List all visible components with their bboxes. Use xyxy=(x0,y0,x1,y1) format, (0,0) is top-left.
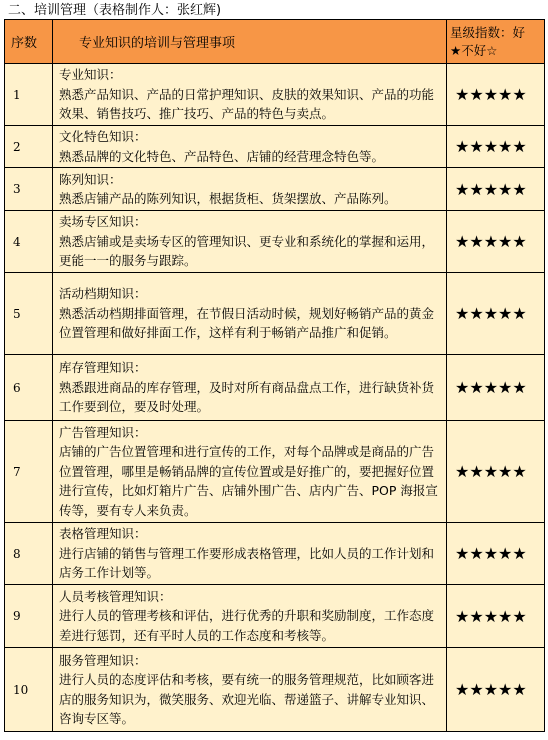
star-rating: ★★★★★ xyxy=(447,523,545,585)
row-content xyxy=(53,585,447,648)
star-rating: ★★★★★ xyxy=(447,421,545,523)
star-rating: ★★★★★ xyxy=(447,273,545,355)
row-number: 2 xyxy=(5,126,53,168)
header-rating-line2: ★不好☆ xyxy=(450,42,498,58)
table-row xyxy=(5,648,545,732)
table-row xyxy=(5,523,545,585)
row-content xyxy=(53,648,447,732)
table-row xyxy=(5,585,545,648)
table-row xyxy=(5,421,545,523)
row-number: 10 xyxy=(5,648,53,732)
section-title: 二、培训管理（表格制作人：张红辉) xyxy=(8,3,222,18)
table-row xyxy=(5,64,545,126)
row-heading: 人员考核管理知识： xyxy=(59,588,172,604)
row-content xyxy=(53,126,447,168)
table-header-row xyxy=(5,20,545,64)
star-rating: ★★★★★ xyxy=(447,126,545,168)
row-body: 熟悉产品知识、产品的日常护理知识、皮肤的效果知识、产品的功能效果、销售技巧、推广技巧、产品的特色与卖点。 xyxy=(59,86,435,122)
header-rating-line1: 星级指数：好 xyxy=(450,24,526,40)
row-content xyxy=(53,523,447,585)
row-heading: 服务管理知识： xyxy=(59,652,147,668)
table-row xyxy=(5,211,545,273)
row-heading: 文化特色知识： xyxy=(59,129,147,144)
row-number: 5 xyxy=(5,273,53,355)
row-content xyxy=(53,211,447,273)
row-content xyxy=(53,421,447,523)
row-heading: 库存管理知识： xyxy=(59,360,147,376)
star-rating: ★★★★★ xyxy=(447,585,545,648)
table-row xyxy=(5,126,545,168)
star-rating: ★★★★★ xyxy=(447,648,545,732)
row-body: 熟悉活动档期排面管理，在节假日活动时候，规划好畅销产品的黄金位置管理和做好排面工作，这样有利于畅销产品推广和促销。 xyxy=(59,305,435,341)
row-number: 7 xyxy=(5,421,53,523)
row-body: 熟悉跟进商品的库存管理，及时对所有商品盘点工作，进行缺货补货工作要到位，要及时处理。 xyxy=(59,379,435,415)
row-number: 3 xyxy=(5,168,53,211)
row-body: 熟悉品牌的文化特色、产品特色、店铺的经营理念特色等。 xyxy=(59,148,385,164)
row-number: 4 xyxy=(5,211,53,273)
table-row xyxy=(5,355,545,421)
star-rating: ★★★★★ xyxy=(447,64,545,126)
row-body: 进行人员的态度评估和考核，要有统一的服务管理规范，比如顾客进店的服务知识为，微笑服务、欢迎光临、帮递篮子、讲解专业知识、咨询专区等。 xyxy=(59,672,435,726)
row-body: 进行人员的管理考核和评估，进行优秀的升职和奖励制度，工作态度差进行惩罚，还有平时人员的工作态度和考核等。 xyxy=(59,608,435,643)
table-row xyxy=(5,168,545,211)
header-rating xyxy=(447,20,545,64)
row-body: 进行店铺的销售与管理工作要形成表格管理，比如人员的工作计划和店务工作计划等。 xyxy=(59,545,435,581)
header-items: 专业知识的培训与管理事项 xyxy=(53,20,447,64)
star-rating: ★★★★★ xyxy=(447,168,545,211)
row-heading: 专业知识： xyxy=(59,67,122,83)
row-heading: 活动档期知识： xyxy=(59,286,147,302)
row-content xyxy=(53,273,447,355)
row-content xyxy=(53,64,447,126)
row-body: 熟悉店铺产品的陈列知识，根据货柜、货架摆放、产品陈列。 xyxy=(59,191,397,206)
star-rating: ★★★★★ xyxy=(447,211,545,273)
table-row xyxy=(5,273,545,355)
row-number: 6 xyxy=(5,355,53,421)
row-content xyxy=(53,168,447,211)
row-body: 店铺的广告位置管理和进行宣传的工作，对每个品牌或是商品的广告位置管理，哪里是畅销品牌的宣传位置或是好推广的，要把握好位置进行宣传，比如灯箱片广告、店铺外围广告、店内广告、POP 海报宣传等，要有专人来负责。 xyxy=(59,444,438,518)
row-number: 1 xyxy=(5,64,53,126)
row-heading: 卖场专区知识： xyxy=(59,214,147,230)
training-table xyxy=(4,19,545,732)
row-number: 9 xyxy=(5,585,53,648)
star-rating: ★★★★★ xyxy=(447,355,545,421)
row-heading: 表格管理知识： xyxy=(59,526,147,542)
row-content xyxy=(53,355,447,421)
row-heading: 广告管理知识： xyxy=(59,424,147,440)
row-heading: 陈列知识： xyxy=(59,171,122,187)
row-number: 8 xyxy=(5,523,53,585)
row-body: 熟悉店铺或是卖场专区的管理知识、更专业和系统化的掌握和运用，更能一一的服务与跟踪。 xyxy=(59,233,435,269)
header-index: 序数 xyxy=(5,20,53,64)
